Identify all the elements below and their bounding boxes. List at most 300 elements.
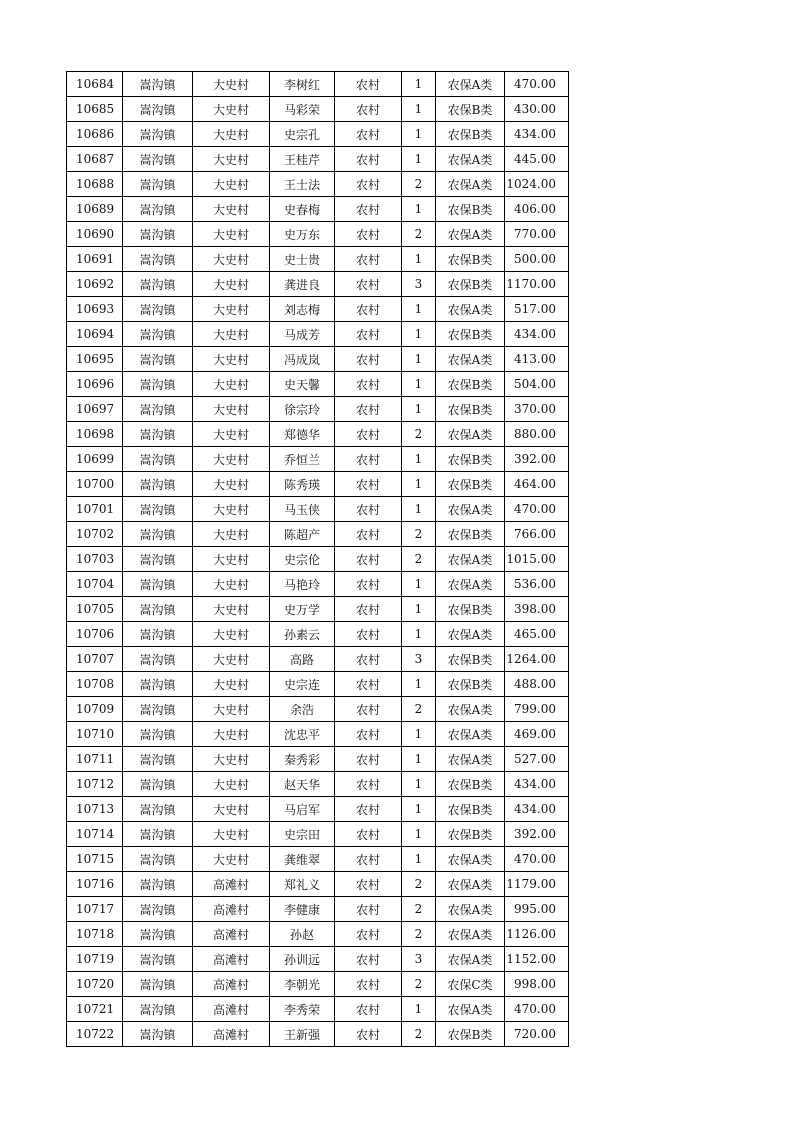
cell-category: 农保A类 — [436, 347, 505, 372]
cell-category: 农保B类 — [436, 122, 505, 147]
cell-type: 农村 — [335, 897, 402, 922]
table-row — [67, 847, 569, 872]
cell-count: 2 — [402, 222, 436, 247]
cell-type: 农村 — [335, 72, 402, 97]
cell-type: 农村 — [335, 997, 402, 1022]
cell-name: 郑礼义 — [270, 872, 335, 897]
cell-count: 1 — [402, 472, 436, 497]
cell-amount: 413.00 — [505, 347, 569, 372]
cell-town: 嵩沟镇 — [123, 347, 193, 372]
cell-category: 农保A类 — [436, 72, 505, 97]
cell-category: 农保B类 — [436, 797, 505, 822]
cell-name: 史天馨 — [270, 372, 335, 397]
cell-village: 大史村 — [193, 472, 270, 497]
cell-id: 10708 — [67, 672, 123, 697]
cell-town: 嵩沟镇 — [123, 997, 193, 1022]
cell-town: 嵩沟镇 — [123, 572, 193, 597]
cell-name: 秦秀彩 — [270, 747, 335, 772]
cell-name: 史宗连 — [270, 672, 335, 697]
cell-id: 10713 — [67, 797, 123, 822]
cell-type: 农村 — [335, 947, 402, 972]
cell-village: 大史村 — [193, 722, 270, 747]
cell-category: 农保B类 — [436, 97, 505, 122]
cell-id: 10709 — [67, 697, 123, 722]
table-row — [67, 472, 569, 497]
cell-id: 10702 — [67, 522, 123, 547]
table-row — [67, 597, 569, 622]
cell-type: 农村 — [335, 572, 402, 597]
cell-type: 农村 — [335, 247, 402, 272]
cell-village: 大史村 — [193, 747, 270, 772]
cell-category: 农保A类 — [436, 747, 505, 772]
cell-amount: 470.00 — [505, 497, 569, 522]
cell-count: 1 — [402, 72, 436, 97]
cell-type: 农村 — [335, 297, 402, 322]
cell-category: 农保A类 — [436, 547, 505, 572]
table-row — [67, 322, 569, 347]
cell-amount: 1126.00 — [505, 922, 569, 947]
cell-village: 高滩村 — [193, 947, 270, 972]
cell-village: 大史村 — [193, 97, 270, 122]
table-row — [67, 672, 569, 697]
cell-id: 10692 — [67, 272, 123, 297]
cell-count: 2 — [402, 972, 436, 997]
cell-village: 大史村 — [193, 797, 270, 822]
cell-type: 农村 — [335, 397, 402, 422]
cell-village: 大史村 — [193, 222, 270, 247]
cell-village: 高滩村 — [193, 897, 270, 922]
cell-id: 10696 — [67, 372, 123, 397]
table-row — [67, 372, 569, 397]
cell-town: 嵩沟镇 — [123, 972, 193, 997]
cell-category: 农保B类 — [436, 772, 505, 797]
cell-village: 大史村 — [193, 597, 270, 622]
table-row — [67, 972, 569, 997]
table-row — [67, 122, 569, 147]
cell-id: 10700 — [67, 472, 123, 497]
cell-type: 农村 — [335, 147, 402, 172]
cell-id: 10690 — [67, 222, 123, 247]
cell-village: 高滩村 — [193, 1022, 270, 1047]
cell-count: 1 — [402, 822, 436, 847]
cell-name: 龚维翠 — [270, 847, 335, 872]
cell-count: 1 — [402, 397, 436, 422]
cell-count: 1 — [402, 147, 436, 172]
cell-name: 史士贵 — [270, 247, 335, 272]
cell-id: 10712 — [67, 772, 123, 797]
cell-amount: 488.00 — [505, 672, 569, 697]
cell-name: 李秀荣 — [270, 997, 335, 1022]
cell-amount: 406.00 — [505, 197, 569, 222]
cell-town: 嵩沟镇 — [123, 397, 193, 422]
cell-type: 农村 — [335, 922, 402, 947]
cell-count: 1 — [402, 722, 436, 747]
cell-town: 嵩沟镇 — [123, 322, 193, 347]
cell-amount: 766.00 — [505, 522, 569, 547]
cell-count: 1 — [402, 772, 436, 797]
cell-amount: 1015.00 — [505, 547, 569, 572]
cell-id: 10693 — [67, 297, 123, 322]
cell-type: 农村 — [335, 622, 402, 647]
cell-town: 嵩沟镇 — [123, 272, 193, 297]
cell-type: 农村 — [335, 747, 402, 772]
table-row — [67, 647, 569, 672]
cell-town: 嵩沟镇 — [123, 897, 193, 922]
cell-type: 农村 — [335, 597, 402, 622]
cell-id: 10684 — [67, 72, 123, 97]
cell-village: 大史村 — [193, 697, 270, 722]
cell-id: 10705 — [67, 597, 123, 622]
table-row — [67, 547, 569, 572]
table-row — [67, 147, 569, 172]
cell-amount: 434.00 — [505, 772, 569, 797]
table-row — [67, 272, 569, 297]
cell-amount: 434.00 — [505, 322, 569, 347]
cell-category: 农保A类 — [436, 422, 505, 447]
cell-id: 10689 — [67, 197, 123, 222]
cell-amount: 464.00 — [505, 472, 569, 497]
cell-category: 农保A类 — [436, 572, 505, 597]
table-row — [67, 97, 569, 122]
cell-village: 大史村 — [193, 647, 270, 672]
cell-village: 大史村 — [193, 297, 270, 322]
cell-name: 冯成岚 — [270, 347, 335, 372]
cell-category: 农保A类 — [436, 147, 505, 172]
cell-count: 1 — [402, 747, 436, 772]
cell-amount: 995.00 — [505, 897, 569, 922]
table-row — [67, 622, 569, 647]
cell-town: 嵩沟镇 — [123, 547, 193, 572]
cell-id: 10698 — [67, 422, 123, 447]
table-row — [67, 72, 569, 97]
cell-name: 龚进良 — [270, 272, 335, 297]
cell-type: 农村 — [335, 1022, 402, 1047]
table-row — [67, 797, 569, 822]
cell-amount: 465.00 — [505, 622, 569, 647]
cell-type: 农村 — [335, 722, 402, 747]
cell-category: 农保B类 — [436, 397, 505, 422]
cell-town: 嵩沟镇 — [123, 722, 193, 747]
cell-type: 农村 — [335, 472, 402, 497]
cell-town: 嵩沟镇 — [123, 72, 193, 97]
cell-town: 嵩沟镇 — [123, 772, 193, 797]
cell-amount: 470.00 — [505, 997, 569, 1022]
cell-name: 孙训远 — [270, 947, 335, 972]
cell-count: 1 — [402, 572, 436, 597]
cell-village: 大史村 — [193, 497, 270, 522]
cell-count: 1 — [402, 847, 436, 872]
cell-category: 农保B类 — [436, 197, 505, 222]
cell-count: 2 — [402, 547, 436, 572]
cell-count: 1 — [402, 122, 436, 147]
cell-name: 马彩荣 — [270, 97, 335, 122]
cell-town: 嵩沟镇 — [123, 697, 193, 722]
cell-amount: 445.00 — [505, 147, 569, 172]
cell-name: 李健康 — [270, 897, 335, 922]
cell-id: 10715 — [67, 847, 123, 872]
cell-amount: 1152.00 — [505, 947, 569, 972]
cell-id: 10718 — [67, 922, 123, 947]
cell-village: 大史村 — [193, 272, 270, 297]
cell-name: 陈超产 — [270, 522, 335, 547]
cell-name: 陈秀瑛 — [270, 472, 335, 497]
table-row — [67, 947, 569, 972]
cell-amount: 392.00 — [505, 447, 569, 472]
cell-count: 1 — [402, 497, 436, 522]
cell-amount: 470.00 — [505, 847, 569, 872]
cell-category: 农保B类 — [436, 272, 505, 297]
table-row — [67, 997, 569, 1022]
cell-count: 1 — [402, 197, 436, 222]
cell-id: 10721 — [67, 997, 123, 1022]
cell-type: 农村 — [335, 347, 402, 372]
cell-name: 乔恒兰 — [270, 447, 335, 472]
cell-town: 嵩沟镇 — [123, 247, 193, 272]
cell-category: 农保C类 — [436, 972, 505, 997]
cell-category: 农保A类 — [436, 172, 505, 197]
cell-town: 嵩沟镇 — [123, 947, 193, 972]
cell-village: 高滩村 — [193, 922, 270, 947]
cell-name: 高路 — [270, 647, 335, 672]
cell-name: 马艳玲 — [270, 572, 335, 597]
cell-category: 农保B类 — [436, 597, 505, 622]
cell-village: 大史村 — [193, 422, 270, 447]
cell-village: 大史村 — [193, 772, 270, 797]
cell-village: 大史村 — [193, 322, 270, 347]
cell-town: 嵩沟镇 — [123, 472, 193, 497]
cell-id: 10717 — [67, 897, 123, 922]
table-row — [67, 522, 569, 547]
cell-count: 3 — [402, 947, 436, 972]
cell-name: 史万东 — [270, 222, 335, 247]
cell-amount: 398.00 — [505, 597, 569, 622]
cell-amount: 1024.00 — [505, 172, 569, 197]
cell-category: 农保A类 — [436, 697, 505, 722]
cell-name: 马成芳 — [270, 322, 335, 347]
cell-id: 10707 — [67, 647, 123, 672]
cell-type: 农村 — [335, 322, 402, 347]
cell-count: 2 — [402, 522, 436, 547]
cell-category: 农保B类 — [436, 1022, 505, 1047]
cell-town: 嵩沟镇 — [123, 172, 193, 197]
cell-id: 10710 — [67, 722, 123, 747]
cell-type: 农村 — [335, 497, 402, 522]
table-row — [67, 172, 569, 197]
cell-category: 农保B类 — [436, 447, 505, 472]
cell-id: 10694 — [67, 322, 123, 347]
cell-category: 农保A类 — [436, 897, 505, 922]
cell-category: 农保A类 — [436, 222, 505, 247]
cell-type: 农村 — [335, 197, 402, 222]
cell-count: 2 — [402, 897, 436, 922]
cell-village: 大史村 — [193, 122, 270, 147]
cell-town: 嵩沟镇 — [123, 597, 193, 622]
cell-category: 农保A类 — [436, 722, 505, 747]
cell-type: 农村 — [335, 522, 402, 547]
cell-town: 嵩沟镇 — [123, 747, 193, 772]
cell-count: 3 — [402, 272, 436, 297]
cell-count: 2 — [402, 922, 436, 947]
cell-id: 10714 — [67, 822, 123, 847]
cell-category: 农保B类 — [436, 647, 505, 672]
table-body — [67, 72, 569, 1047]
cell-village: 大史村 — [193, 822, 270, 847]
cell-town: 嵩沟镇 — [123, 97, 193, 122]
cell-type: 农村 — [335, 222, 402, 247]
cell-amount: 392.00 — [505, 822, 569, 847]
cell-village: 高滩村 — [193, 872, 270, 897]
cell-name: 孙赵 — [270, 922, 335, 947]
cell-count: 1 — [402, 247, 436, 272]
cell-name: 史宗孔 — [270, 122, 335, 147]
cell-town: 嵩沟镇 — [123, 447, 193, 472]
cell-town: 嵩沟镇 — [123, 872, 193, 897]
cell-count: 2 — [402, 172, 436, 197]
cell-id: 10686 — [67, 122, 123, 147]
table-row — [67, 747, 569, 772]
cell-amount: 370.00 — [505, 397, 569, 422]
cell-village: 大史村 — [193, 547, 270, 572]
cell-id: 10697 — [67, 397, 123, 422]
cell-id: 10691 — [67, 247, 123, 272]
cell-type: 农村 — [335, 447, 402, 472]
table-row — [67, 572, 569, 597]
cell-id: 10699 — [67, 447, 123, 472]
cell-type: 农村 — [335, 797, 402, 822]
cell-town: 嵩沟镇 — [123, 372, 193, 397]
cell-count: 2 — [402, 422, 436, 447]
cell-type: 农村 — [335, 772, 402, 797]
cell-village: 大史村 — [193, 247, 270, 272]
cell-type: 农村 — [335, 97, 402, 122]
cell-count: 2 — [402, 697, 436, 722]
cell-type: 农村 — [335, 822, 402, 847]
cell-count: 1 — [402, 297, 436, 322]
cell-name: 郑德华 — [270, 422, 335, 447]
cell-town: 嵩沟镇 — [123, 1022, 193, 1047]
cell-village: 高滩村 — [193, 972, 270, 997]
cell-count: 3 — [402, 647, 436, 672]
cell-type: 农村 — [335, 172, 402, 197]
table-row — [67, 397, 569, 422]
cell-name: 李朝光 — [270, 972, 335, 997]
cell-type: 农村 — [335, 697, 402, 722]
table-row — [67, 422, 569, 447]
cell-count: 2 — [402, 1022, 436, 1047]
cell-category: 农保A类 — [436, 922, 505, 947]
cell-count: 1 — [402, 447, 436, 472]
cell-town: 嵩沟镇 — [123, 797, 193, 822]
cell-category: 农保B类 — [436, 822, 505, 847]
cell-count: 1 — [402, 597, 436, 622]
cell-village: 大史村 — [193, 397, 270, 422]
cell-name: 史宗田 — [270, 822, 335, 847]
cell-name: 马启军 — [270, 797, 335, 822]
table-row — [67, 697, 569, 722]
table-row — [67, 922, 569, 947]
cell-village: 大史村 — [193, 572, 270, 597]
table-row — [67, 197, 569, 222]
cell-village: 大史村 — [193, 72, 270, 97]
table-row — [67, 722, 569, 747]
cell-name: 马玉侠 — [270, 497, 335, 522]
cell-name: 王桂芹 — [270, 147, 335, 172]
cell-type: 农村 — [335, 972, 402, 997]
cell-id: 10716 — [67, 872, 123, 897]
cell-count: 1 — [402, 997, 436, 1022]
cell-town: 嵩沟镇 — [123, 847, 193, 872]
cell-count: 1 — [402, 322, 436, 347]
cell-id: 10685 — [67, 97, 123, 122]
cell-category: 农保A类 — [436, 947, 505, 972]
cell-village: 高滩村 — [193, 997, 270, 1022]
cell-amount: 799.00 — [505, 697, 569, 722]
cell-amount: 770.00 — [505, 222, 569, 247]
cell-amount: 527.00 — [505, 747, 569, 772]
cell-category: 农保B类 — [436, 672, 505, 697]
cell-name: 孙素云 — [270, 622, 335, 647]
cell-village: 大史村 — [193, 372, 270, 397]
cell-name: 王新强 — [270, 1022, 335, 1047]
cell-type: 农村 — [335, 647, 402, 672]
cell-village: 大史村 — [193, 847, 270, 872]
cell-type: 农村 — [335, 122, 402, 147]
cell-name: 刘志梅 — [270, 297, 335, 322]
cell-category: 农保B类 — [436, 522, 505, 547]
cell-amount: 504.00 — [505, 372, 569, 397]
cell-id: 10695 — [67, 347, 123, 372]
cell-town: 嵩沟镇 — [123, 297, 193, 322]
cell-id: 10722 — [67, 1022, 123, 1047]
cell-village: 大史村 — [193, 147, 270, 172]
cell-village: 大史村 — [193, 172, 270, 197]
cell-village: 大史村 — [193, 622, 270, 647]
cell-amount: 430.00 — [505, 97, 569, 122]
cell-amount: 434.00 — [505, 797, 569, 822]
table-row — [67, 497, 569, 522]
cell-count: 1 — [402, 622, 436, 647]
cell-category: 农保A类 — [436, 997, 505, 1022]
table-row — [67, 822, 569, 847]
cell-town: 嵩沟镇 — [123, 122, 193, 147]
cell-category: 农保B类 — [436, 322, 505, 347]
cell-type: 农村 — [335, 547, 402, 572]
table-row — [67, 447, 569, 472]
cell-count: 1 — [402, 347, 436, 372]
cell-type: 农村 — [335, 872, 402, 897]
cell-id: 10701 — [67, 497, 123, 522]
cell-id: 10703 — [67, 547, 123, 572]
cell-town: 嵩沟镇 — [123, 522, 193, 547]
cell-id: 10688 — [67, 172, 123, 197]
cell-amount: 720.00 — [505, 1022, 569, 1047]
cell-type: 农村 — [335, 847, 402, 872]
cell-count: 2 — [402, 872, 436, 897]
cell-amount: 998.00 — [505, 972, 569, 997]
table-row — [67, 872, 569, 897]
cell-id: 10720 — [67, 972, 123, 997]
cell-id: 10711 — [67, 747, 123, 772]
cell-id: 10719 — [67, 947, 123, 972]
cell-count: 1 — [402, 372, 436, 397]
benefit-table — [66, 71, 569, 1047]
cell-town: 嵩沟镇 — [123, 147, 193, 172]
cell-town: 嵩沟镇 — [123, 672, 193, 697]
cell-amount: 536.00 — [505, 572, 569, 597]
cell-type: 农村 — [335, 372, 402, 397]
cell-village: 大史村 — [193, 447, 270, 472]
cell-name: 徐宗玲 — [270, 397, 335, 422]
